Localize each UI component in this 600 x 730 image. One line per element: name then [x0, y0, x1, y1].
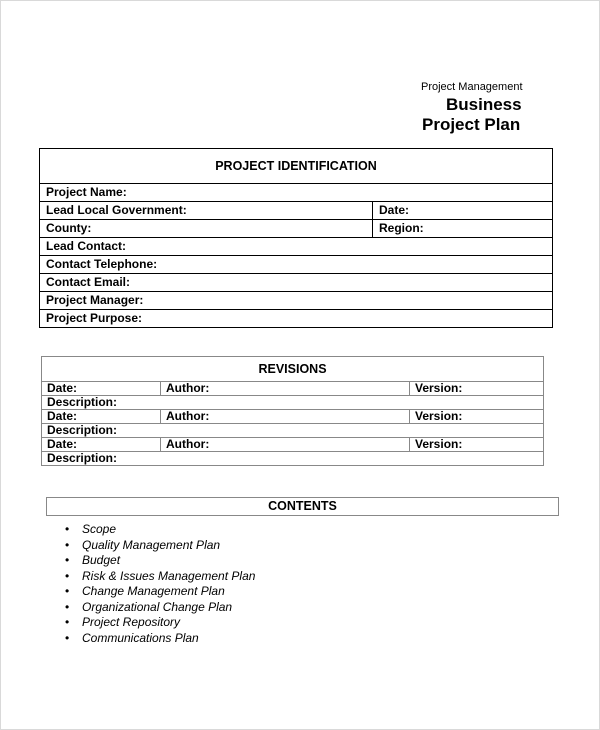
contents-item-risk: • Risk & Issues Management Plan — [65, 568, 256, 583]
date-field: Date: — [373, 202, 553, 220]
document-subtitle: Project Management — [421, 81, 523, 93]
revision-version: Version: — [410, 410, 544, 424]
revision-version: Version: — [410, 382, 544, 396]
bullet-icon: • — [65, 568, 70, 583]
revision-author: Author: — [161, 410, 410, 424]
contents-item-communications: • Communications Plan — [65, 630, 199, 645]
bullet-icon: • — [65, 537, 70, 552]
bullet-icon: • — [65, 599, 70, 614]
revision-date: Date: — [42, 382, 161, 396]
contact-email-field: Contact Email: — [40, 274, 553, 292]
revision-author: Author: — [161, 382, 410, 396]
revision-version: Version: — [410, 438, 544, 452]
contents-list — [65, 522, 256, 646]
project-manager-field: Project Manager: — [40, 292, 553, 310]
revision-description: Description: — [42, 452, 544, 466]
contents-item-repository: • Project Repository — [65, 615, 181, 629]
identification-heading: PROJECT IDENTIFICATION — [40, 149, 553, 184]
revisions-heading: REVISIONS — [42, 357, 544, 382]
contents-item-scope: • Scope — [65, 522, 117, 536]
revision-date: Date: — [42, 410, 161, 424]
bullet-icon: • — [65, 615, 70, 629]
contents-item-quality: • Quality Management Plan — [65, 537, 221, 552]
revision-description: Description: — [42, 424, 544, 438]
contents-item-change: • Change Management Plan — [65, 584, 225, 598]
revisions-table — [41, 356, 544, 466]
bullet-icon: • — [65, 522, 70, 536]
contents-item-budget: • Budget — [65, 553, 121, 567]
document-title-line2: Project Plan — [422, 115, 521, 134]
county-field: County: — [40, 220, 373, 238]
bullet-icon: • — [65, 553, 70, 567]
lead-local-government-field: Lead Local Government: — [40, 202, 373, 220]
contents-heading: CONTENTS — [46, 497, 559, 516]
project-purpose-field: Project Purpose: — [40, 310, 553, 328]
bullet-icon: • — [65, 584, 70, 598]
project-identification-table — [39, 148, 553, 328]
region-field: Region: — [373, 220, 553, 238]
revision-date: Date: — [42, 438, 161, 452]
lead-contact-field: Lead Contact: — [40, 238, 553, 256]
contents-item-org-change: • Organizational Change Plan — [65, 599, 233, 614]
contact-telephone-field: Contact Telephone: — [40, 256, 553, 274]
project-name-field: Project Name: — [40, 184, 553, 202]
bullet-icon: • — [65, 630, 70, 645]
document-title-line1: Business — [446, 95, 522, 114]
revision-description: Description: — [42, 396, 544, 410]
revision-author: Author: — [161, 438, 410, 452]
